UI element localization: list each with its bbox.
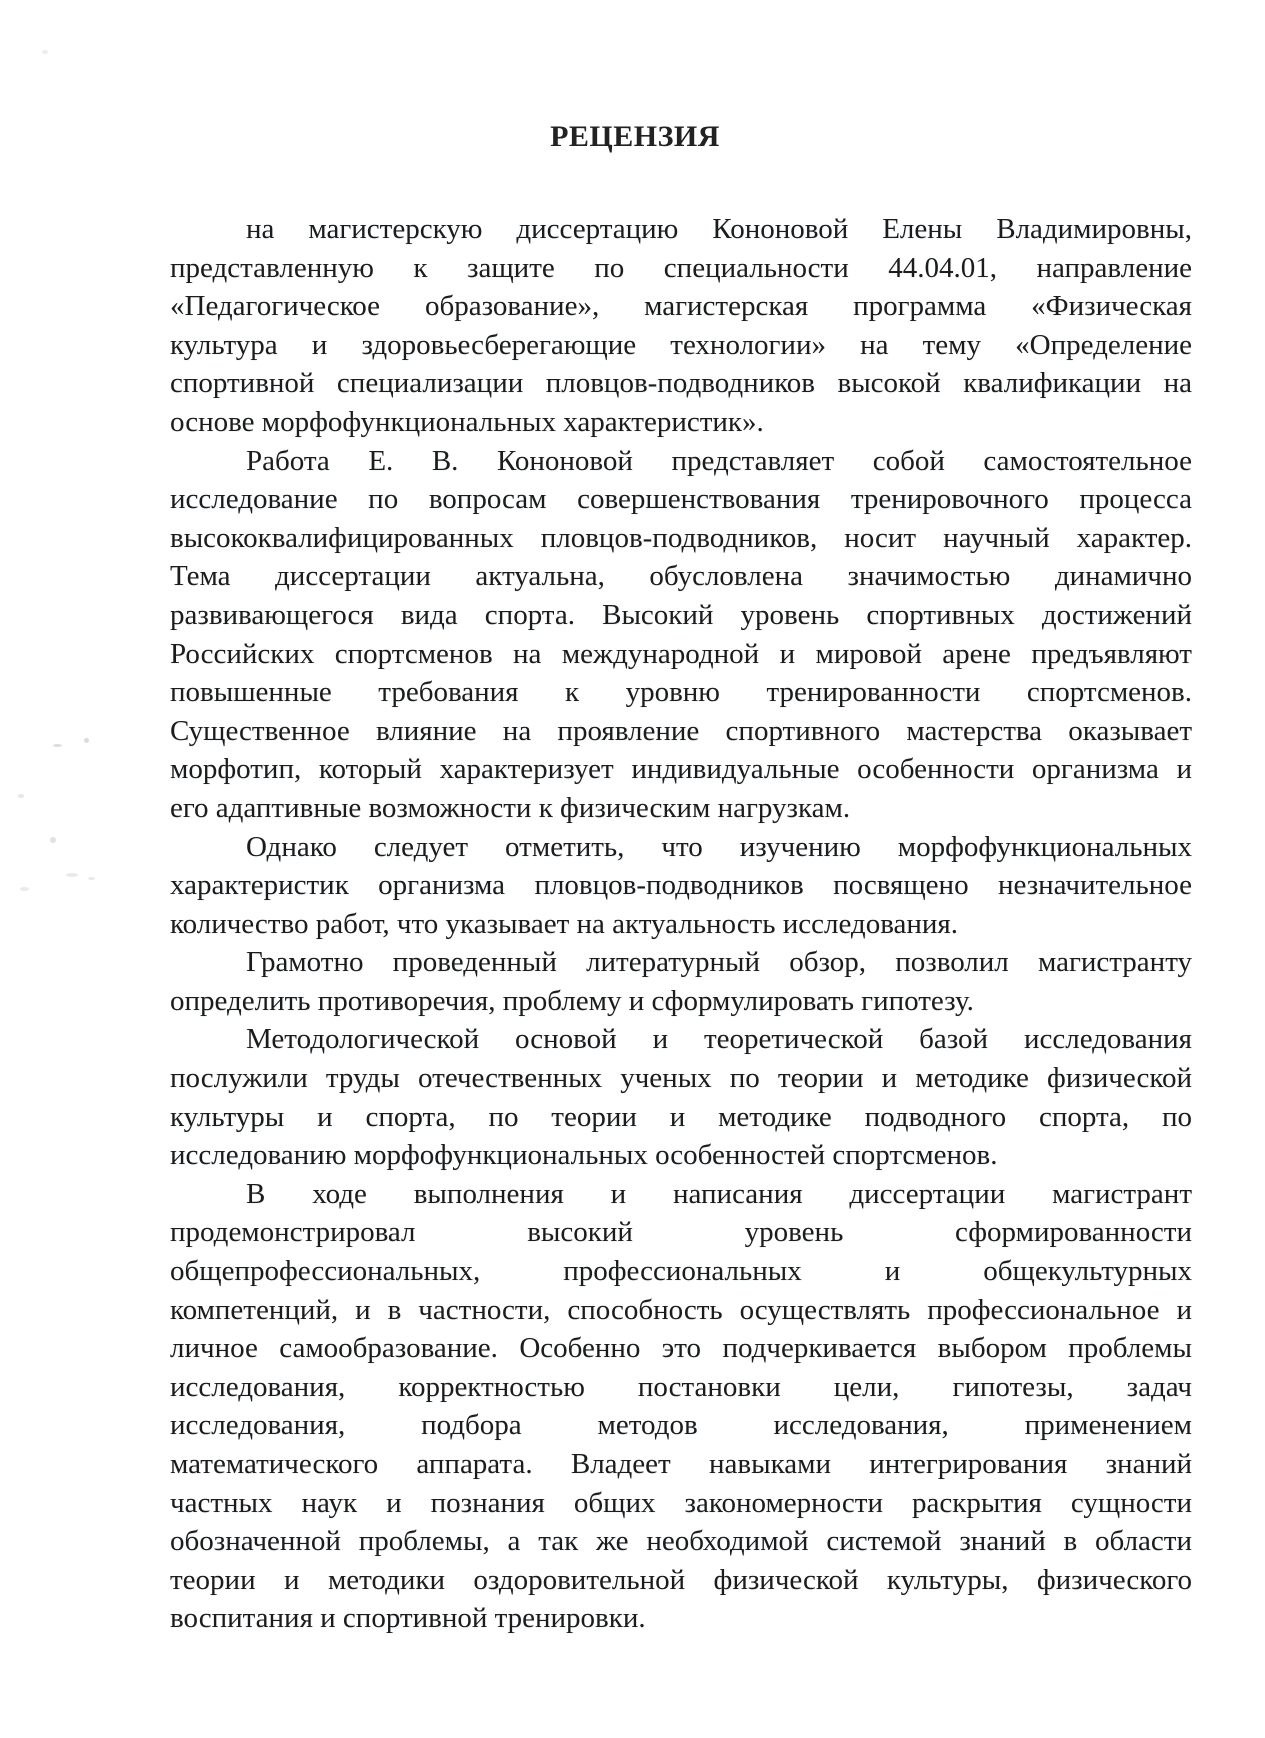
text-line: Методологической основой и теоретической базой исследования xyxy=(246,1023,1192,1056)
text-line: личное самообразование. Особенно это подчеркивается выбором проблемы xyxy=(170,1332,1192,1365)
text-line: основе морфофункциональных характеристик». xyxy=(170,405,764,438)
text-line: общепрофессиональных, профессиональных и общекультурных xyxy=(170,1255,1192,1288)
text-line: Существенное влияние на проявление спортивного мастерства оказывает xyxy=(170,714,1192,747)
scan-artifact xyxy=(18,794,24,798)
scan-artifact xyxy=(50,837,56,843)
text-line: культура и здоровьесберегающие технологии» на тему «Определение xyxy=(170,328,1192,361)
text-line: компетенций, и в частности, способность осуществлять профессиональное и xyxy=(170,1293,1192,1326)
text-line: «Педагогическое образование», магистерская программа «Физическая xyxy=(170,290,1192,323)
text-line: повышенные требования к уровню тренированности спортсменов. xyxy=(170,676,1192,709)
text-line: Однако следует отметить, что изучению морфофункциональных xyxy=(246,830,1192,863)
text-line: морфотип, который характеризует индивидуальные особенности организма и xyxy=(170,753,1192,786)
paragraphs-container xyxy=(170,210,1192,1638)
text-line: определить противоречия, проблему и сформулировать гипотезу. xyxy=(170,984,974,1017)
text-line: послужили труды отечественных ученых по теории и методике физической xyxy=(170,1062,1192,1095)
text-line: исследования, подбора методов исследования, применением xyxy=(170,1409,1192,1442)
paragraph xyxy=(170,828,1192,944)
text-line: спортивной специализации пловцов-подводников высокой квалификации на xyxy=(170,367,1192,400)
paragraph xyxy=(170,1020,1192,1174)
text-line: Работа Е. В. Кононовой представляет собой самостоятельное xyxy=(246,444,1192,477)
text-line: представленную к защите по специальности 44.04.01, направление xyxy=(170,251,1192,284)
text-line: Тема диссертации актуальна, обусловлена значимостью динамично xyxy=(170,560,1192,593)
scan-artifact xyxy=(88,877,95,880)
text-line: обозначенной проблемы, а так же необходимой системой знаний в области xyxy=(170,1525,1192,1558)
text-line: продемонстрировал высокий уровень сформированности xyxy=(170,1216,1192,1249)
document-body xyxy=(170,120,1192,1638)
text-line: частных наук и познания общих закономерности раскрытия сущности xyxy=(170,1486,1192,1519)
paragraph xyxy=(170,943,1192,1020)
text-line: Грамотно проведенный литературный обзор, позволил магистранту xyxy=(246,946,1192,979)
text-line: количество работ, что указывает на актуальность исследования. xyxy=(170,907,958,940)
scan-artifact xyxy=(53,744,62,747)
paragraph xyxy=(170,442,1192,828)
text-line: математического аппарата. Владеет навыками интегрирования знаний xyxy=(170,1448,1192,1480)
text-line: Российских спортсменов на международной и мировой арене предъявляют xyxy=(170,637,1192,670)
text-line: характеристик организма пловцов-подводников посвящено незначительное xyxy=(170,869,1192,902)
text-line: В ходе выполнения и написания диссертации магистрант xyxy=(246,1177,1192,1210)
text-line: исследованию морфофункциональных особенностей спортсменов. xyxy=(170,1139,998,1172)
document-title: РЕЦЕНЗИЯ xyxy=(550,120,720,153)
scan-artifact xyxy=(84,738,89,743)
paragraph xyxy=(170,210,1192,442)
paragraph xyxy=(170,1175,1192,1638)
text-line: исследования, корректностью постановки цели, гипотезы, задач xyxy=(170,1370,1192,1403)
scan-artifact xyxy=(20,887,29,891)
text-line: развивающегося вида спорта. Высокий уровень спортивных достижений xyxy=(170,598,1192,631)
scan-artifact xyxy=(66,873,78,877)
text-line: культуры и спорта, по теории и методике подводного спорта, по xyxy=(170,1100,1192,1133)
text-line: высококвалифицированных пловцов-подводников, носит научный характер. xyxy=(170,521,1192,554)
text-line: воспитания и спортивной тренировки. xyxy=(170,1602,646,1635)
scan-artifact xyxy=(42,50,48,54)
text-line: на магистерскую диссертацию Кононовой Елены Владимировны, xyxy=(246,213,1192,245)
text-line: исследование по вопросам совершенствования тренировочного процесса xyxy=(170,483,1192,516)
text-line: теории и методики оздоровительной физической культуры, физического xyxy=(170,1563,1192,1596)
text-line: его адаптивные возможности к физическим нагрузкам. xyxy=(170,791,851,824)
